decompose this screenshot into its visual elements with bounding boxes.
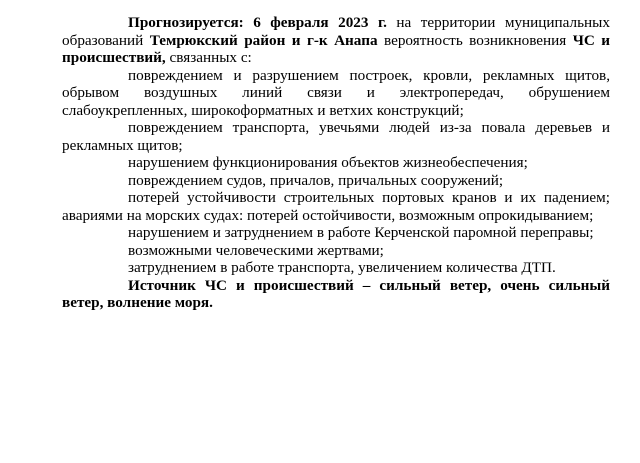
- risk-item: повреждением судов, причалов, причальных сооружений;: [128, 171, 504, 189]
- risk-item: нарушением функционирования объектов жизнеобеспечения;: [128, 154, 528, 171]
- risk-item: нарушением и затруднением в работе Керченской паромной переправы;: [128, 224, 594, 241]
- risk-item: повреждением транспорта, увечьями людей из-за повала деревьев и рекламных щитов;: [62, 119, 610, 154]
- intro-text-1: на территории муниципальных образований: [62, 14, 610, 49]
- forecast-date: Прогнозируется: 6 февраля 2023 г.: [128, 14, 387, 31]
- emergency-term: ЧС и происшествий,: [62, 31, 611, 66]
- municipal-areas: Темрюкский район и г-к Анапа: [149, 31, 378, 49]
- intro-text-3: связанных с:: [165, 49, 252, 66]
- forecast-intro: [62, 14, 610, 67]
- risk-item: затруднением в работе транспорта, увеличением количества ДТП.: [128, 259, 556, 276]
- emergency-source: [62, 277, 610, 312]
- forecast-document: [62, 14, 610, 312]
- risk-item: повреждением и разрушением построек, кровли, рекламных щитов, обрывом воздушных линий связи и электропередач, обрушением слабоукрепленных, широкоформатных и ветхих конструкций;: [62, 66, 610, 119]
- emergency-source-text: Источник ЧС и происшествий – сильный ветер, очень сильный ветер, волнение моря.: [62, 276, 610, 311]
- intro-text-2: вероятность возникновения: [377, 31, 573, 49]
- risk-item: потерей устойчивости строительных портовых кранов и их падением; авариями на морских судах: потерей остойчивости, возможным опрокидыванием;: [62, 189, 610, 224]
- risk-item: возможными человеческими жертвами;: [128, 241, 384, 259]
